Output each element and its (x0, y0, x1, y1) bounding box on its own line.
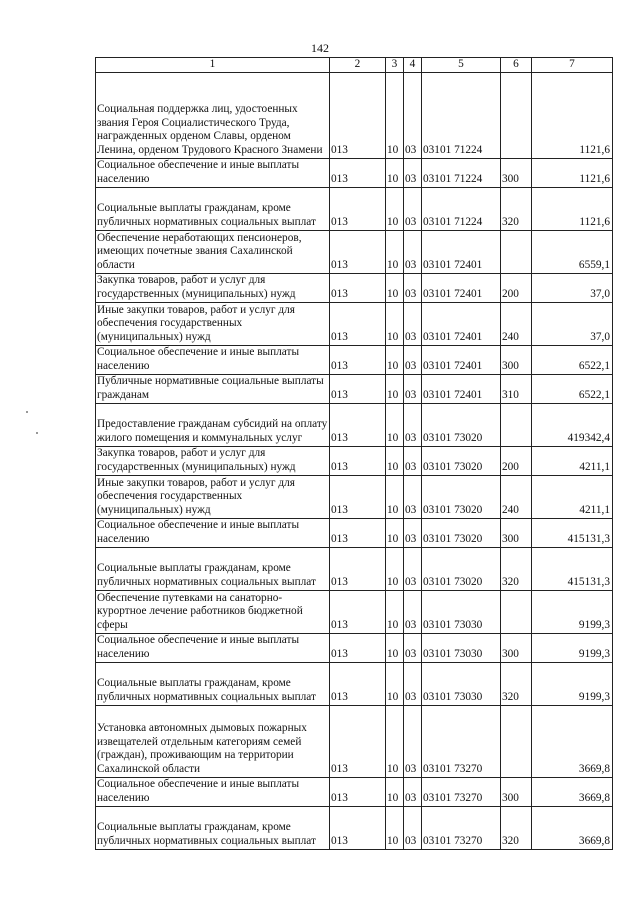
row-description: Закупка товаров, работ и услуг для государственных (муниципальных) нужд (96, 273, 330, 302)
row-ministry-code: 013 (330, 345, 386, 374)
row-ministry-code: 013 (330, 72, 386, 158)
row-subsection: 03 (404, 187, 422, 230)
row-ministry-code: 013 (330, 302, 386, 345)
row-subsection: 03 (404, 705, 422, 777)
row-section: 10 (386, 158, 404, 187)
row-section: 10 (386, 590, 404, 633)
row-target-article: 03101 71224 (422, 158, 501, 187)
table-row (96, 230, 613, 273)
row-expense-type: 320 (501, 662, 532, 705)
table-row (96, 662, 613, 705)
row-expense-type (501, 590, 532, 633)
row-ministry-code: 013 (330, 158, 386, 187)
row-ministry-code: 013 (330, 475, 386, 518)
row-subsection: 03 (404, 806, 422, 849)
row-amount: 1121,6 (532, 72, 613, 158)
row-amount: 3669,8 (532, 705, 613, 777)
row-amount: 415131,3 (532, 547, 613, 590)
row-section: 10 (386, 187, 404, 230)
row-amount: 415131,3 (532, 518, 613, 547)
row-expense-type: 240 (501, 302, 532, 345)
row-description: Обеспечение неработающих пенсионеров, имеющих почетные звания Сахалинской области (96, 230, 330, 273)
scan-speck (26, 411, 28, 413)
row-description: Социальное обеспечение и иные выплаты населению (96, 633, 330, 662)
row-subsection: 03 (404, 547, 422, 590)
row-description: Предоставление гражданам субсидий на оплату жилого помещения и коммунальных услуг (96, 403, 330, 446)
row-description: Социальное обеспечение и иные выплаты населению (96, 158, 330, 187)
table-row (96, 403, 613, 446)
row-subsection: 03 (404, 590, 422, 633)
row-expense-type: 300 (501, 158, 532, 187)
table-row (96, 633, 613, 662)
row-target-article: 03101 73020 (422, 547, 501, 590)
row-target-article: 03101 73270 (422, 806, 501, 849)
row-subsection: 03 (404, 302, 422, 345)
row-expense-type (501, 230, 532, 273)
budget-table (95, 57, 613, 850)
row-description: Социальные выплаты гражданам, кроме публичных нормативных социальных выплат (96, 806, 330, 849)
row-amount: 9199,3 (532, 590, 613, 633)
row-target-article: 03101 73270 (422, 777, 501, 806)
row-subsection: 03 (404, 374, 422, 403)
row-amount: 4211,1 (532, 475, 613, 518)
row-expense-type: 200 (501, 273, 532, 302)
column-header: 2 (330, 58, 386, 73)
table-row (96, 345, 613, 374)
row-amount: 419342,4 (532, 403, 613, 446)
row-expense-type (501, 403, 532, 446)
table-row (96, 806, 613, 849)
row-description: Публичные нормативные социальные выплаты гражданам (96, 374, 330, 403)
row-expense-type: 300 (501, 518, 532, 547)
row-amount: 9199,3 (532, 633, 613, 662)
row-section: 10 (386, 230, 404, 273)
table-row (96, 590, 613, 633)
column-header: 7 (532, 58, 613, 73)
row-target-article: 03101 73030 (422, 633, 501, 662)
scan-speck (36, 432, 38, 434)
row-expense-type: 240 (501, 475, 532, 518)
row-ministry-code: 013 (330, 777, 386, 806)
row-description: Иные закупки товаров, работ и услуг для обеспечения государственных (муниципальных) нужд (96, 302, 330, 345)
table-row (96, 72, 613, 158)
row-section: 10 (386, 777, 404, 806)
row-target-article: 03101 73020 (422, 475, 501, 518)
row-section: 10 (386, 547, 404, 590)
row-ministry-code: 013 (330, 633, 386, 662)
row-subsection: 03 (404, 403, 422, 446)
row-section: 10 (386, 72, 404, 158)
row-section: 10 (386, 403, 404, 446)
row-expense-type: 300 (501, 633, 532, 662)
table-header-row (96, 58, 613, 73)
row-subsection: 03 (404, 158, 422, 187)
page-number: 142 (311, 41, 329, 55)
row-section: 10 (386, 302, 404, 345)
row-description: Социальное обеспечение и иные выплаты населению (96, 777, 330, 806)
table-row (96, 518, 613, 547)
row-section: 10 (386, 633, 404, 662)
row-target-article: 03101 73270 (422, 705, 501, 777)
row-subsection: 03 (404, 518, 422, 547)
row-section: 10 (386, 806, 404, 849)
row-ministry-code: 013 (330, 187, 386, 230)
row-amount: 37,0 (532, 273, 613, 302)
row-subsection: 03 (404, 345, 422, 374)
row-subsection: 03 (404, 475, 422, 518)
row-ministry-code: 013 (330, 374, 386, 403)
row-target-article: 03101 71224 (422, 72, 501, 158)
table-row (96, 187, 613, 230)
column-header: 5 (422, 58, 501, 73)
column-header: 3 (386, 58, 404, 73)
row-description: Установка автономных дымовых пожарных извещателей отдельным категориям семей (граждан), проживающим на территории Сахалинской области (96, 705, 330, 777)
column-header: 4 (404, 58, 422, 73)
row-subsection: 03 (404, 777, 422, 806)
row-description: Иные закупки товаров, работ и услуг для обеспечения государственных (муниципальных) нужд (96, 475, 330, 518)
row-ministry-code: 013 (330, 705, 386, 777)
row-target-article: 03101 73020 (422, 403, 501, 446)
row-description: Социальное обеспечение и иные выплаты населению (96, 518, 330, 547)
row-description: Закупка товаров, работ и услуг для государственных (муниципальных) нужд (96, 446, 330, 475)
row-description: Социальная поддержка лиц, удостоенных звания Героя Социалистического Труда, награжденных орденом Славы, орденом Ленина, орденом Трудового Красного Знамени (96, 72, 330, 158)
row-subsection: 03 (404, 273, 422, 302)
row-section: 10 (386, 662, 404, 705)
row-amount: 37,0 (532, 302, 613, 345)
row-expense-type: 310 (501, 374, 532, 403)
row-amount: 1121,6 (532, 187, 613, 230)
row-amount: 1121,6 (532, 158, 613, 187)
row-expense-type: 320 (501, 547, 532, 590)
row-expense-type (501, 705, 532, 777)
table-row (96, 475, 613, 518)
row-description: Социальные выплаты гражданам, кроме публичных нормативных социальных выплат (96, 547, 330, 590)
table-row (96, 302, 613, 345)
row-subsection: 03 (404, 662, 422, 705)
row-amount: 3669,8 (532, 806, 613, 849)
row-section: 10 (386, 518, 404, 547)
table-row (96, 273, 613, 302)
row-subsection: 03 (404, 633, 422, 662)
table-row (96, 374, 613, 403)
row-section: 10 (386, 705, 404, 777)
row-amount: 6559,1 (532, 230, 613, 273)
row-ministry-code: 013 (330, 446, 386, 475)
row-target-article: 03101 73030 (422, 590, 501, 633)
table-row (96, 158, 613, 187)
row-expense-type (501, 72, 532, 158)
row-section: 10 (386, 446, 404, 475)
row-ministry-code: 013 (330, 273, 386, 302)
row-target-article: 03101 71224 (422, 187, 501, 230)
row-ministry-code: 013 (330, 806, 386, 849)
row-amount: 3669,8 (532, 777, 613, 806)
row-target-article: 03101 73020 (422, 446, 501, 475)
row-expense-type: 320 (501, 187, 532, 230)
row-description: Социальное обеспечение и иные выплаты населению (96, 345, 330, 374)
row-expense-type: 320 (501, 806, 532, 849)
row-expense-type: 200 (501, 446, 532, 475)
row-target-article: 03101 73030 (422, 662, 501, 705)
table-row (96, 705, 613, 777)
row-amount: 6522,1 (532, 374, 613, 403)
row-ministry-code: 013 (330, 590, 386, 633)
row-section: 10 (386, 345, 404, 374)
row-subsection: 03 (404, 72, 422, 158)
row-ministry-code: 013 (330, 518, 386, 547)
row-section: 10 (386, 273, 404, 302)
row-expense-type: 300 (501, 345, 532, 374)
table-row (96, 446, 613, 475)
row-description: Обеспечение путевками на санаторно-курортное лечение работников бюджетной сферы (96, 590, 330, 633)
row-target-article: 03101 72401 (422, 345, 501, 374)
column-header: 1 (96, 58, 330, 73)
row-amount: 9199,3 (532, 662, 613, 705)
row-ministry-code: 013 (330, 230, 386, 273)
row-target-article: 03101 72401 (422, 273, 501, 302)
row-expense-type: 300 (501, 777, 532, 806)
row-target-article: 03101 72401 (422, 302, 501, 345)
table-row (96, 777, 613, 806)
row-amount: 6522,1 (532, 345, 613, 374)
table-row (96, 547, 613, 590)
row-subsection: 03 (404, 446, 422, 475)
column-header: 6 (501, 58, 532, 73)
row-amount: 4211,1 (532, 446, 613, 475)
row-section: 10 (386, 374, 404, 403)
row-ministry-code: 013 (330, 403, 386, 446)
row-target-article: 03101 72401 (422, 230, 501, 273)
row-description: Социальные выплаты гражданам, кроме публичных нормативных социальных выплат (96, 662, 330, 705)
row-ministry-code: 013 (330, 547, 386, 590)
row-description: Социальные выплаты гражданам, кроме публичных нормативных социальных выплат (96, 187, 330, 230)
row-section: 10 (386, 475, 404, 518)
row-target-article: 03101 72401 (422, 374, 501, 403)
row-ministry-code: 013 (330, 662, 386, 705)
row-subsection: 03 (404, 230, 422, 273)
row-target-article: 03101 73020 (422, 518, 501, 547)
